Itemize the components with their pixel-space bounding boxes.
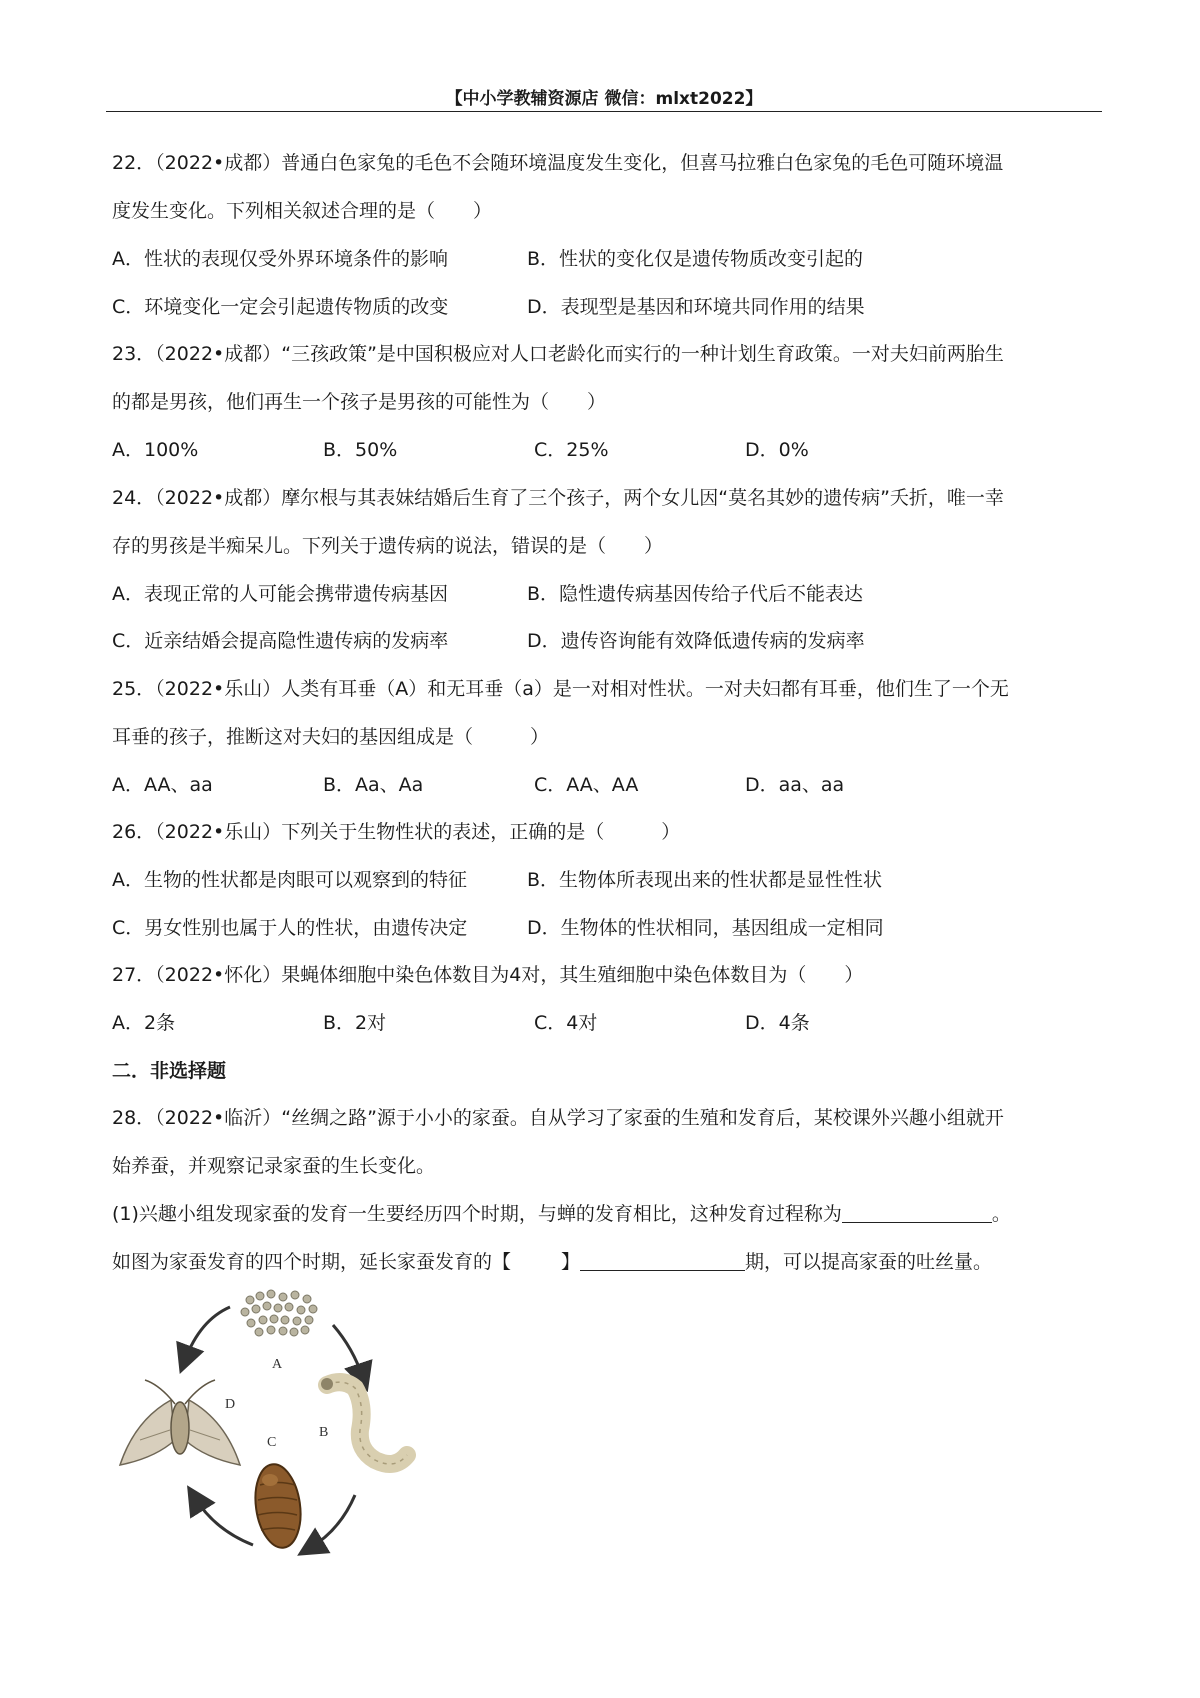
egg-cluster	[241, 1290, 317, 1336]
header-divider	[106, 111, 1102, 112]
cycle-arrow	[310, 1495, 355, 1548]
option-row	[112, 246, 1102, 294]
option-c: C．环境变化一定会引起遗传物质的改变	[112, 295, 449, 318]
stage-label-a: A	[272, 1357, 283, 1372]
sub-question-text: 。	[991, 1203, 1011, 1225]
option-a: A．生物的性状都是肉眼可以观察到的特征	[112, 869, 467, 891]
option-b: B．50%	[323, 439, 398, 461]
section-title: 二．非选择题	[112, 1059, 227, 1082]
option-a: A．2条	[112, 1012, 176, 1034]
stage-label-c: C	[267, 1435, 277, 1450]
question-stem-line: 25．（2022•乐山）人类有耳垂（A）和无耳垂（a）是一对相对性状。一对夫妇都有耳垂，他们生了一个无	[112, 677, 1009, 700]
option-c: C．AA、AA	[534, 773, 639, 796]
question-28	[112, 1105, 1102, 1296]
option-a: A．AA、aa	[112, 773, 213, 796]
option-b: B．隐性遗传病基因传给子代后不能表达	[527, 582, 864, 605]
answer-blank[interactable]	[842, 1202, 992, 1223]
question-stem-line: 的都是男孩，他们再生一个孩子是男孩的可能性为（ ）	[112, 391, 607, 413]
question-24	[112, 485, 1102, 676]
option-row	[112, 1010, 1102, 1058]
question-22	[112, 150, 1102, 341]
option-b: B．2对	[323, 1012, 387, 1034]
option-row	[112, 437, 1102, 485]
option-a: A．100%	[112, 439, 199, 461]
question-stem-line: 度发生变化。下列相关叙述合理的是（ ）	[112, 200, 493, 222]
sub-question-text: 期，可以提高家蚕的吐丝量。	[745, 1250, 993, 1273]
option-row	[112, 294, 1102, 342]
life-cycle-diagram	[115, 1280, 455, 1580]
option-row	[112, 915, 1102, 963]
option-d: D．4条	[745, 1012, 810, 1034]
question-stem-line: 26．（2022•乐山）下列关于生物性状的表述，正确的是（ ）	[112, 821, 681, 843]
question-stem-line: 23．（2022•成都）“三孩政策”是中国积极应对人口老龄化而实行的一种计划生育政策。一对夫妇前两胎生	[112, 343, 1004, 365]
question-stem-line: 22．（2022•成都）普通白色家兔的毛色不会随环境温度发生变化，但喜马拉雅白色家兔的毛色可随环境温	[112, 152, 1004, 174]
question-stem-line: 24．（2022•成都）摩尔根与其表妹结婚后生育了三个孩子，两个女儿因“莫名其妙的遗传病”夭折，唯一幸	[112, 486, 1004, 509]
question-26	[112, 819, 1102, 962]
question-stem-line: 27．（2022•怀化）果蝇体细胞中染色体数目为4对，其生殖细胞中染色体数目为（ ）	[112, 964, 864, 986]
page-header: 【中小学教辅资源店 微信：mlxt2022】	[445, 89, 763, 109]
option-d: D．遗传咨询能有效降低遗传病的发病率	[527, 630, 865, 652]
option-row	[112, 772, 1102, 820]
cycle-arrow	[333, 1325, 363, 1378]
sub-question-text: (1)兴趣小组发现家蚕的发育一生要经历四个时期，与蝉的发育相比，这种发育过程称为	[112, 1203, 842, 1225]
option-d: D．aa、aa	[745, 773, 845, 796]
sub-question-text: 如图为家蚕发育的四个时期，延长家蚕发育的【	[112, 1250, 512, 1273]
question-23	[112, 341, 1102, 485]
answer-blank[interactable]	[580, 1250, 745, 1271]
cycle-arrow	[185, 1307, 230, 1360]
option-row	[112, 628, 1102, 676]
option-a: A．表现正常的人可能会携带遗传病基因	[112, 582, 448, 605]
sub-question-text: 】	[561, 1250, 581, 1273]
moth-drawing	[120, 1380, 240, 1465]
question-stem-line: 始养蚕，并观察记录家蚕的生长变化。	[112, 1155, 436, 1177]
question-stem-line: 耳垂的孩子，推断这对夫妇的基因组成是（ ）	[112, 725, 550, 748]
option-d: D．表现型是基因和环境共同作用的结果	[527, 295, 865, 318]
larva-drawing	[321, 1378, 407, 1464]
question-stem-line: 28．（2022•临沂）“丝绸之路”源于小小的家蚕。自从学习了家蚕的生殖和发育后，某校课外兴趣小组就开	[112, 1107, 1004, 1129]
stage-label-d: D	[225, 1397, 236, 1412]
option-b: B．Aa、Aa	[323, 773, 424, 796]
option-row	[112, 867, 1102, 915]
option-row	[112, 581, 1102, 629]
option-b: B．性状的变化仅是遗传物质改变引起的	[527, 248, 864, 270]
cycle-arrow	[195, 1498, 253, 1545]
question-stem-line: 存的男孩是半痴呆儿。下列关于遗传病的说法，错误的是（ ）	[112, 534, 664, 557]
sub-question-1	[112, 1201, 1102, 1249]
question-25	[112, 676, 1102, 820]
option-c: C．近亲结婚会提高隐性遗传病的发病率	[112, 630, 449, 652]
option-c: C．4对	[534, 1012, 598, 1034]
silkworm-life-cycle-figure	[115, 1280, 455, 1580]
stage-label-b: B	[319, 1425, 329, 1440]
option-b: B．生物体所表现出来的性状都是显性性状	[527, 869, 883, 891]
question-content	[112, 150, 1102, 1296]
question-27	[112, 962, 1102, 1058]
option-c: C．25%	[534, 439, 609, 461]
pupa-drawing	[250, 1461, 305, 1550]
option-a: A．性状的表现仅受外界环境条件的影响	[112, 248, 448, 270]
option-d: D．0%	[745, 439, 809, 461]
option-c: C．男女性别也属于人的性状，由遗传决定	[112, 916, 468, 939]
option-d: D．生物体的性状相同，基因组成一定相同	[527, 916, 884, 939]
